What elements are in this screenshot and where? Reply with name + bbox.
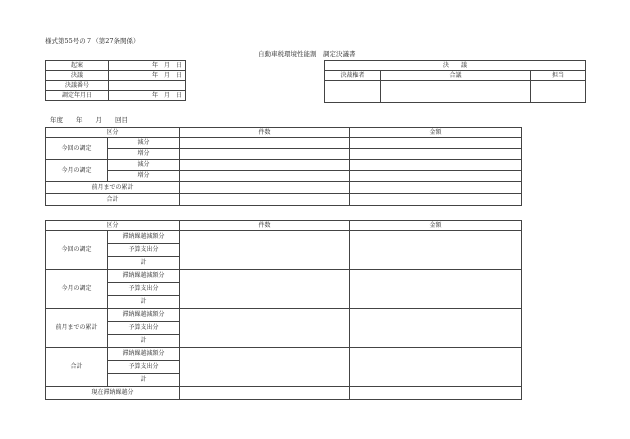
approval-title: 決 議 <box>325 61 586 71</box>
t2-cell <box>180 231 350 270</box>
header-info-table <box>45 60 186 101</box>
t2-cell <box>350 387 522 400</box>
t1-sub-increase: 増分 <box>108 171 180 182</box>
t1-sub-increase: 増分 <box>108 149 180 160</box>
t2-group-total: 合計 <box>46 348 108 387</box>
t2-sub-arrears: 滞納繰越減額分 <box>108 231 180 244</box>
t2-footer-label: 現在滞納繰越分 <box>46 387 180 400</box>
t2-cell <box>350 309 522 348</box>
header-date-kian: 年 月 日 <box>109 61 186 71</box>
summary-table-2 <box>45 220 522 400</box>
t1-cell <box>350 160 522 171</box>
header-date-chotei: 年 月 日 <box>109 91 186 101</box>
t2-cell <box>180 387 350 400</box>
t2-header-category: 区分 <box>46 221 180 231</box>
t2-sub-total: 計 <box>108 257 180 270</box>
t2-cell <box>350 231 522 270</box>
t1-sub-decrease: 減分 <box>108 160 180 171</box>
t2-cell <box>180 348 350 387</box>
t2-sub-budget: 予算支出分 <box>108 283 180 296</box>
form-id: 様式第55号の７（第27条関係） <box>45 37 140 45</box>
period-line: 年度 年 月 回目 <box>50 116 128 124</box>
t2-cell <box>180 309 350 348</box>
t1-group-month: 今月の調定 <box>46 160 108 182</box>
t1-cell <box>180 138 350 149</box>
t2-group-current: 今回の調定 <box>46 231 108 270</box>
t1-group-current: 今回の調定 <box>46 138 108 160</box>
t2-sub-arrears: 滞納繰越減額分 <box>108 270 180 283</box>
approval-sign-consultation <box>381 81 531 103</box>
approval-sign-approver <box>325 81 381 103</box>
summary-table-1 <box>45 127 522 206</box>
t2-sub-budget: 予算支出分 <box>108 322 180 335</box>
t2-cell <box>350 348 522 387</box>
t1-cell <box>350 149 522 160</box>
t2-sub-arrears: 滞納繰越減額分 <box>108 348 180 361</box>
approval-col-approver: 決裁権者 <box>325 71 381 81</box>
approval-table <box>324 60 586 103</box>
header-label-ketsugi: 決議 <box>46 71 109 81</box>
header-label-chotei-date: 調定年月日 <box>46 91 109 101</box>
t1-cell <box>350 194 522 206</box>
t1-cell <box>180 182 350 194</box>
header-date-ketsugi: 年 月 日 <box>109 71 186 81</box>
header-value-ketsugi-bango <box>109 81 186 91</box>
t1-header-category: 区分 <box>46 128 180 138</box>
t2-sub-total: 計 <box>108 335 180 348</box>
t2-sub-total: 計 <box>108 374 180 387</box>
t2-group-month: 今月の調定 <box>46 270 108 309</box>
document-title: 自動車税環境性能割 調定決議書 <box>258 50 356 58</box>
t1-cell <box>180 194 350 206</box>
approval-col-charge: 担当 <box>531 71 586 81</box>
t2-sub-budget: 予算支出分 <box>108 361 180 374</box>
t2-header-amount: 金額 <box>350 221 522 231</box>
t2-cell <box>180 270 350 309</box>
t1-header-amount: 金額 <box>350 128 522 138</box>
t1-cell <box>350 171 522 182</box>
header-label-kian: 起案 <box>46 61 109 71</box>
t1-cumulative-label: 前月までの累計 <box>46 182 180 194</box>
t1-cell <box>350 138 522 149</box>
header-label-ketsugi-bango: 決議番号 <box>46 81 109 91</box>
t1-total-label: 合計 <box>46 194 180 206</box>
t2-sub-budget: 予算支出分 <box>108 244 180 257</box>
approval-col-consultation: 合議 <box>381 71 531 81</box>
t2-sub-arrears: 滞納繰越減額分 <box>108 309 180 322</box>
t1-cell <box>350 182 522 194</box>
t1-sub-decrease: 減分 <box>108 138 180 149</box>
t1-cell <box>180 160 350 171</box>
t2-cell <box>350 270 522 309</box>
t2-header-count: 件数 <box>180 221 350 231</box>
approval-sign-charge <box>531 81 586 103</box>
t2-sub-total: 計 <box>108 296 180 309</box>
t1-cell <box>180 149 350 160</box>
t1-cell <box>180 171 350 182</box>
t2-group-cumulative: 前月までの累計 <box>46 309 108 348</box>
t1-header-count: 件数 <box>180 128 350 138</box>
